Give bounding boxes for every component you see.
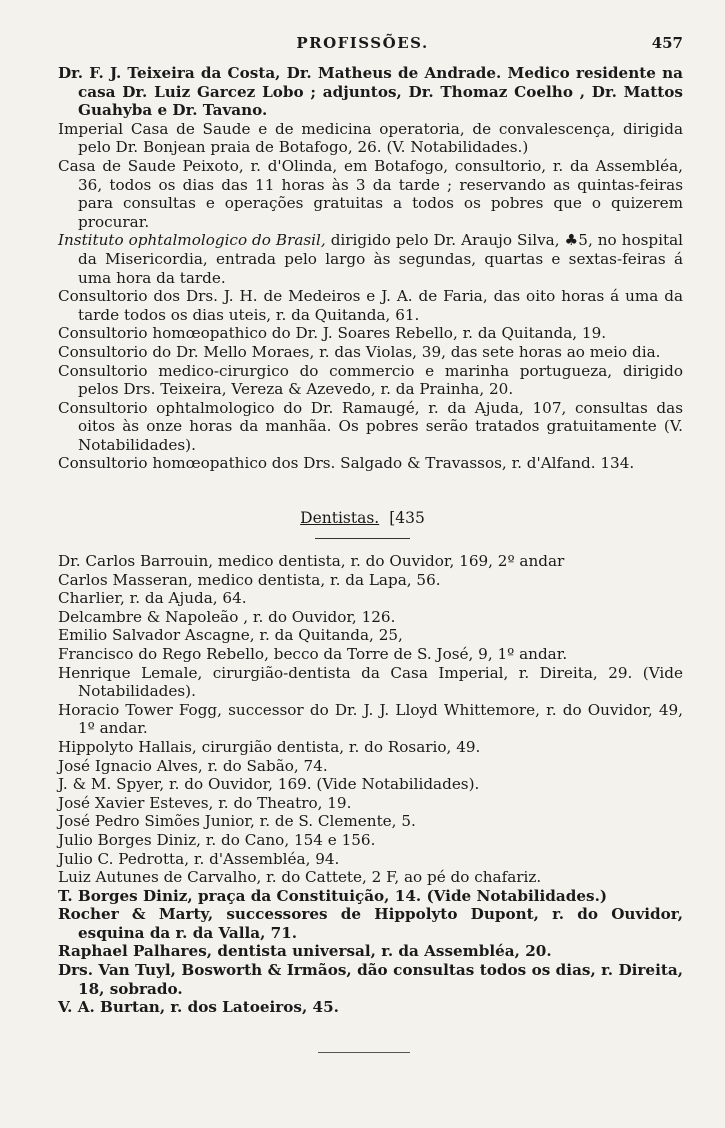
directory-entry — [58, 552, 683, 571]
entry-text: Consultorio dos Drs. J. H. de Medeiros e J. A. de Faria, das oito horas á uma da tarde todos os dias uteis, r. da Quitanda, 61. — [58, 287, 683, 324]
directory-entry — [58, 157, 683, 231]
directory-entry — [58, 794, 683, 813]
entry-text: Hippolyto Hallais, cirurgião dentista, r. do Rosario, 49. — [58, 737, 481, 756]
directory-entry — [58, 343, 683, 362]
directory-entry — [58, 868, 683, 887]
entry-text: Julio C. Pedrotta, r. d'Assembléa, 94. — [58, 849, 340, 868]
entry-text: José Pedro Simões Junior, r. de S. Clemente, 5. — [58, 812, 416, 831]
directory-entry — [58, 454, 683, 473]
entry-text: Luiz Autunes de Carvalho, r. do Cattete, 2 F, ao pé do chafariz. — [58, 868, 542, 887]
entry-text: Imperial Casa de Saude e de medicina operatoria, de convalescença, dirigida pelo Dr. Bonjean praia de Botafogo, 26. (V. Notabilidades.) — [58, 119, 683, 157]
entry-text: Emilio Salvador Ascagne, r. da Quitanda, 25, — [58, 626, 403, 645]
directory-entry — [58, 324, 683, 343]
entry-text: V. A. Burtan, r. dos Latoeiros, 45. — [58, 998, 339, 1017]
entry-text: Charlier, r. da Ajuda, 64. — [58, 589, 247, 608]
entry-text: Consultorio homœopathico dos Drs. Salgado & Travassos, r. d'Alfand. 134. — [58, 454, 635, 473]
directory-entry — [58, 664, 683, 701]
entry-text: Horacio Tower Fogg, successor do Dr. J. J. Lloyd Whittemore, r. do Ouvidor, 49, 1º andar. — [58, 700, 683, 738]
entry-text: José Ignacio Alves, r. do Sabão, 74. — [58, 756, 328, 775]
directory-entry — [58, 589, 683, 608]
entry-text: Consultorio do Dr. Mello Moraes, r. das Violas, 39, das sete horas ao meio dia. — [58, 342, 661, 361]
directory-entry — [58, 626, 683, 645]
dentists-heading-title: Dentistas. — [300, 509, 380, 527]
directory-entry — [58, 757, 683, 776]
directory-entry — [58, 998, 683, 1017]
directory-entry — [58, 961, 683, 998]
entry-text: T. Borges Diniz, praça da Constituição, 14. (Vide Notabilidades.) — [58, 886, 608, 905]
directory-entry — [58, 738, 683, 757]
directory-entry — [58, 571, 683, 590]
page-number: 457 — [651, 34, 683, 52]
entry-text: Rocher & Marty, successores de Hippolyto Dupont, r. do Ouvidor, esquina da r. da Valla, 71. — [58, 905, 683, 942]
directory-entry — [58, 64, 683, 120]
entry-text: dirigido pelo Dr. Araujo Silva, ♣5, no hospital da Misericordia, entrada pelo largo às segundas, quartas e sextas-feiras á uma hora da tarde. — [78, 231, 683, 287]
running-title: PROFISSÕES. — [296, 34, 429, 52]
entry-text: Francisco do Rego Rebello, becco da Torre de S. José, 9, 1º andar. — [58, 644, 568, 663]
directory-entry — [58, 887, 683, 906]
entry-text: J. & M. Spyer, r. do Ouvidor, 169. (Vide Notabilidades). — [58, 775, 480, 794]
directory-entry — [58, 775, 683, 794]
entry-text: Drs. Van Tuyl, Bosworth & Irmãos, dão consultas todos os dias, r. Direita, 18, sobrado. — [58, 961, 683, 998]
directory-entry — [58, 850, 683, 869]
directory-entry — [58, 287, 683, 324]
heading-rule — [315, 538, 410, 539]
page-header — [0, 34, 725, 56]
entry-lead: Instituto ophtalmologico do Brasil, — [58, 231, 326, 250]
entry-text: José Xavier Esteves, r. do Theatro, 19. — [58, 793, 352, 812]
entry-text: Henrique Lemale, cirurgião-dentista da Casa Imperial, r. Direita, 29. (Vide Notabilidades). — [58, 663, 683, 701]
directory-entry — [58, 362, 683, 399]
bottom-rule — [318, 1052, 410, 1053]
dentists-heading — [0, 509, 725, 527]
directory-entry — [58, 399, 683, 455]
directory-entry — [58, 120, 683, 157]
entry-text: Consultorio homœopathico do Dr. J. Soares Rebello, r. da Quitanda, 19. — [58, 324, 607, 343]
entry-text: Delcambre & Napoleão , r. do Ouvidor, 126. — [58, 607, 396, 626]
directory-entry — [58, 645, 683, 664]
directory-entry — [58, 812, 683, 831]
directory-entry — [58, 905, 683, 942]
directory-entry — [58, 831, 683, 850]
directory-entry — [58, 231, 683, 287]
entry-text: Dr. Carlos Barrouin, medico dentista, r. do Ouvidor, 169, 2º andar — [58, 552, 565, 570]
entry-text: Consultorio ophtalmologico do Dr. Ramaugé, r. da Ajuda, 107, consultas das oitos às onze horas da manhãa. Os pobres serão tratados gratuitamente (V. Notabilidades). — [58, 398, 683, 454]
entry-text: Consultorio medico-cirurgico do commercio e marinha portugueza, dirigido pelos Drs. Teixeira, Vereza & Azevedo, r. da Prainha, 20. — [58, 361, 683, 399]
directory-entry — [58, 942, 683, 961]
dentists-heading-number: [435 — [389, 509, 425, 527]
directory-entry — [58, 701, 683, 738]
directory-entry — [58, 608, 683, 627]
entry-text: Carlos Masseran, medico dentista, r. da Lapa, 56. — [58, 570, 441, 589]
entry-text: Casa de Saude Peixoto, r. d'Olinda, em Botafogo, consultorio, r. da Assembléa, 36, todos os dias das 11 horas às 3 da tarde ; reservando as quintas-feiras para consultas e operações gratuitas a todos os pobres que o quizerem procurar. — [58, 156, 683, 231]
dentists-section — [58, 552, 683, 1017]
entry-text: Raphael Palhares, dentista universal, r. da Assembléa, 20. — [58, 942, 552, 961]
entry-text: Dr. F. J. Teixeira da Costa, Dr. Matheus de Andrade. Medico residente na casa Dr. Luiz Garcez Lobo ; adjuntos, Dr. Thomaz Coelho , Dr. Mattos Guahyba e Dr. Tavano. — [58, 64, 683, 120]
medical-section — [58, 64, 683, 473]
entry-text: Julio Borges Diniz, r. do Cano, 154 e 156. — [58, 830, 376, 849]
